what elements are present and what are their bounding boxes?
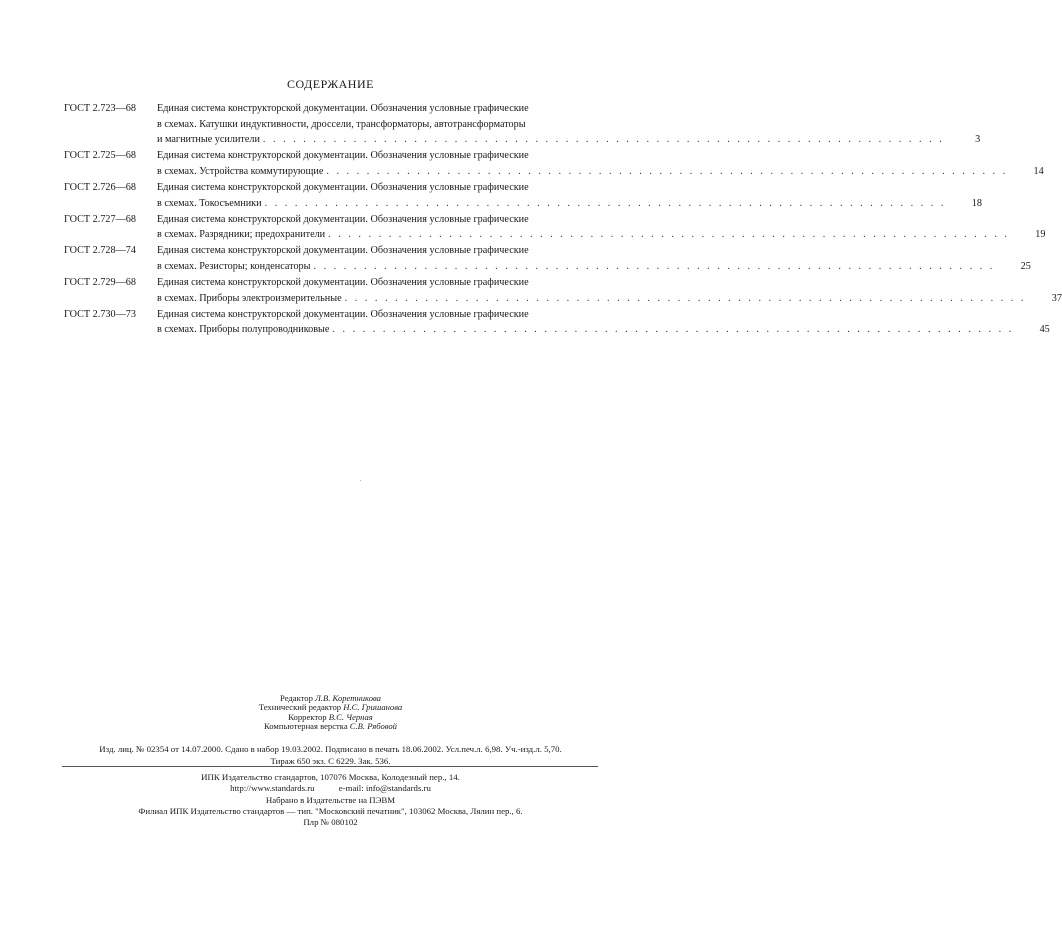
toc-entry-last-line [157, 227, 1045, 243]
dot-leader [313, 259, 994, 275]
dot-leader [328, 227, 1009, 243]
toc-entry[interactable] [64, 307, 1050, 338]
toc-entry-title-end: в схемах. Приборы полупроводниковые [157, 324, 330, 336]
toc-entry-title-end: в схемах. Приборы электроизмерительные [157, 292, 342, 304]
footer-branch: Филиал ИПК Издательство стандартов — тип. "Московский печатник", 103062 Москва, Лялин пер., 6. [138, 805, 523, 816]
speck [360, 480, 361, 481]
credit-tech-editor: Технический редактор Н.С. Гришанова [258, 702, 403, 713]
toc-entry-title-line: Единая система конструкторской документации. Обозначения условные графические [157, 277, 529, 289]
toc-entry-title-line: Единая система конструкторской документации. Обозначения условные графические [157, 150, 529, 162]
credit-corrector: Корректор В.С. Черная [288, 711, 373, 722]
toc-entry-title-line: Единая система конструкторской документации. Обозначения условные графические [157, 213, 529, 225]
toc-entry-title-end: и магнитные усилители [157, 134, 260, 146]
toc-entry[interactable] [64, 180, 982, 211]
toc-entry-page: 37 [1051, 292, 1062, 304]
toc-entry[interactable] [64, 243, 1031, 274]
credits-block [0, 694, 661, 732]
dot-leader [332, 322, 1013, 338]
toc-entry-last-line [157, 196, 982, 212]
dot-leader [345, 291, 1026, 307]
toc-entry-code: ГОСТ 2.730—73 [64, 308, 136, 320]
toc-entry-body [157, 101, 980, 148]
toc-entry-page: 18 [971, 197, 982, 209]
publication-info [0, 743, 661, 767]
divider [62, 766, 598, 767]
dot-leader [263, 132, 944, 148]
toc-entry-title-line: в схемах. Катушки индуктивности, дроссели, трансформаторы, автотрансформаторы [157, 118, 526, 130]
footer-contacts [0, 783, 661, 794]
toc-entry-body [157, 275, 1062, 306]
pubinfo-line-2: Тираж 650 экз. С 6229. Зак. 536. [270, 756, 391, 766]
toc-entry-last-line [157, 291, 1062, 307]
toc-entry-title-end: в схемах. Разрядники; предохранители [157, 229, 326, 241]
footer-typeset: Набрано в Издательстве на ПЭВМ [265, 794, 396, 805]
toc-entry-code: ГОСТ 2.729—68 [64, 277, 136, 289]
table-of-contents [64, 101, 1062, 338]
toc-entry-body [157, 307, 1050, 338]
credit-editor: Редактор Л.В. Коретникова [280, 693, 381, 703]
publisher-footer [0, 772, 661, 828]
dot-leader [265, 196, 946, 212]
toc-entry-title-end: в схемах. Токосъемники [157, 197, 262, 209]
page-title: СОДЕРЖАНИЕ [287, 77, 374, 91]
toc-entry[interactable] [64, 275, 1062, 306]
toc-entry-body [157, 180, 982, 211]
toc-entry[interactable] [64, 101, 981, 148]
toc-entry-body [157, 148, 1044, 179]
toc-entry-code: ГОСТ 2.728—74 [64, 245, 136, 257]
toc-entry-code: ГОСТ 2.727—68 [64, 213, 136, 225]
toc-entry-page: 19 [1035, 229, 1046, 241]
toc-entry-code: ГОСТ 2.726—68 [64, 181, 136, 193]
toc-entry-title-line: Единая система конструкторской документации. Обозначения условные графические [157, 103, 529, 114]
footer-address: ИПК Издательство стандартов, 107076 Москва, Колодезный пер., 14. [201, 772, 460, 782]
toc-entry-code: ГОСТ 2.725—68 [64, 150, 136, 162]
toc-entry-title-end: в схемах. Резисторы; конденсаторы [157, 260, 311, 272]
toc-entry[interactable] [64, 212, 1046, 243]
dot-leader [326, 164, 1007, 180]
footer-web-link[interactable]: http://www.standards.ru [230, 783, 315, 794]
toc-entry-title-line: Единая система конструкторской документации. Обозначения условные графические [157, 181, 529, 193]
toc-entry-title-end: в схемах. Устройства коммутирующие [157, 165, 324, 177]
toc-entry-body [157, 243, 1031, 274]
toc-entry-last-line [157, 164, 1044, 180]
footer-email-link[interactable]: e-mail: info@standards.ru [338, 783, 431, 794]
pubinfo-line-1: Изд. лиц. № 02354 от 14.07.2000. Сдано в набор 19.03.2002. Подписано в печать 18.06.2002. Усл.печ.л. 6,98. Уч.-изд.л. 5,70. [99, 744, 562, 754]
toc-entry-page: 14 [1033, 165, 1044, 177]
toc-entry[interactable] [64, 148, 1044, 179]
toc-entry-page: 3 [975, 134, 981, 146]
toc-entry-page: 45 [1039, 324, 1050, 336]
toc-entry-page: 25 [1020, 260, 1031, 272]
toc-entry-code: ГОСТ 2.723—68 [64, 103, 136, 114]
toc-entry-body [157, 212, 1045, 243]
credit-layout: Компьютерная верстка С.В. Рябовой [264, 721, 397, 732]
toc-entry-last-line [157, 322, 1050, 338]
footer-license: Плр № 080102 [303, 817, 358, 828]
toc-entry-title-line: Единая система конструкторской документации. Обозначения условные графические [157, 308, 529, 320]
toc-entry-last-line [157, 132, 980, 148]
toc-entry-last-line [157, 259, 1031, 275]
toc-entry-title-line: Единая система конструкторской документации. Обозначения условные графические [157, 245, 529, 257]
